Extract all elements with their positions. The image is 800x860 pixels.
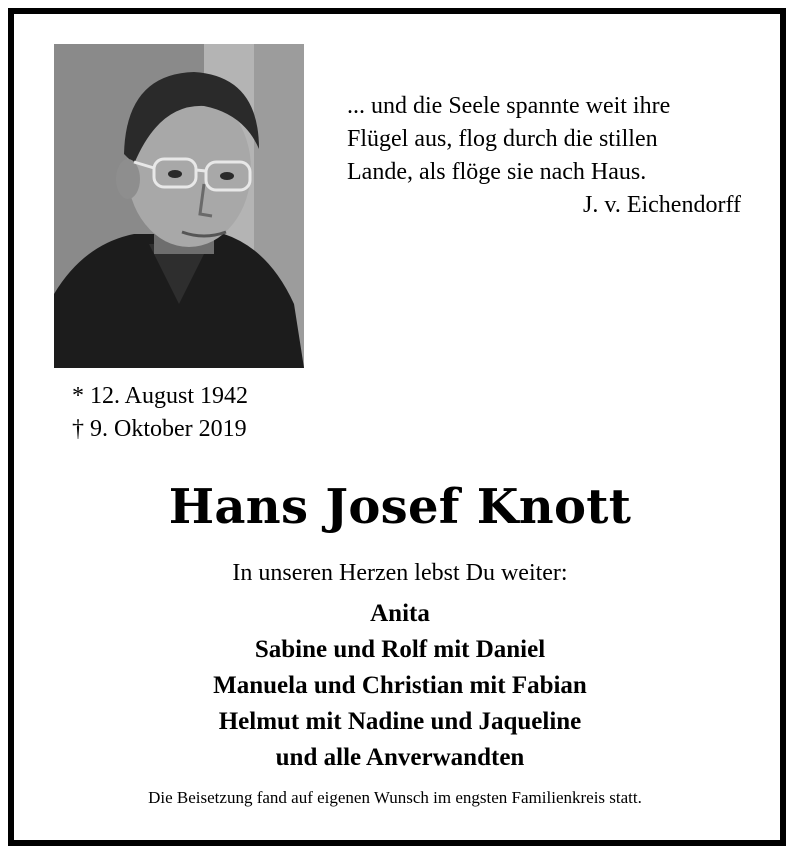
quote-line: Flügel aus, flog durch die stillen <box>347 126 658 152</box>
mourner-entry: und alle Anverwandten <box>275 744 525 771</box>
portrait-illustration <box>54 44 304 368</box>
mourner-entry: Anita <box>370 600 430 627</box>
life-dates <box>72 380 302 446</box>
mourner-entry: Manuela und Christian mit Fabian <box>213 672 587 699</box>
mourners-list <box>0 596 800 776</box>
deceased-name: Hans Josef Knott <box>168 479 632 535</box>
quote-line: Lande, als flöge sie nach Haus. <box>347 159 647 185</box>
birth-date: * 12. August 1942 <box>72 383 249 409</box>
burial-note: Die Beisetzung fand auf eigenen Wunsch im engsten Familienkreis statt. <box>148 788 642 807</box>
quote-author: J. v. Eichendorff <box>583 192 741 218</box>
mourner-entry: Sabine und Rolf mit Daniel <box>254 636 546 663</box>
death-date: † 9. Oktober 2019 <box>72 416 247 442</box>
remembrance-line: In unseren Herzen lebst Du weiter: <box>232 560 568 586</box>
quote-line: ... und die Seele spannte weit ihre <box>347 93 671 119</box>
mourner-entry: Helmut mit Nadine und Jaqueline <box>218 708 582 735</box>
quote-block <box>347 90 757 222</box>
portrait-photo <box>54 44 304 368</box>
